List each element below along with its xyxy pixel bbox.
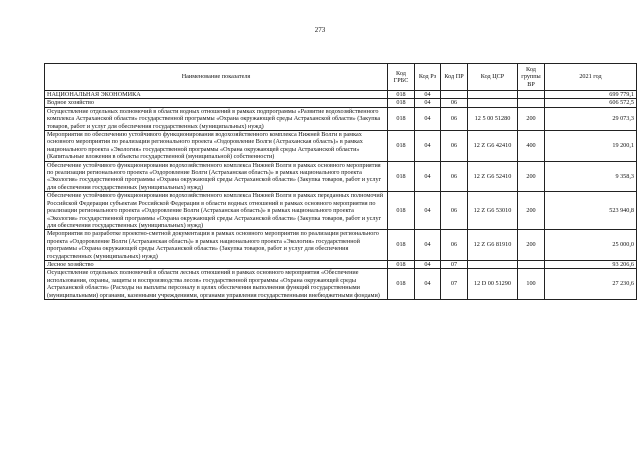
- header-pr: Код ПР: [441, 64, 468, 91]
- row-vr: 100: [518, 269, 545, 300]
- row-csr: [468, 99, 518, 107]
- table-row: [45, 260, 637, 268]
- row-name: НАЦИОНАЛЬНАЯ ЭКОНОМИКА: [45, 91, 388, 99]
- row-pr: 07: [441, 269, 468, 300]
- row-name: Обеспечение устойчивого функционирования водохозяйственного комплекса Нижней Волги в рамках основного мероприятия по реализации регионального проекта «Оздоровление Волги (Астраханская область)» в рамках национального проекта «Экология» государственной программы «Охрана окружающей среды Астраханской области» (Закупка товаров, работ и услуг для обеспечения государственных (муниципальных) нужд): [45, 161, 388, 192]
- table-row: [45, 107, 637, 130]
- header-year: 2021 год: [545, 64, 637, 91]
- row-pr: 06: [441, 131, 468, 162]
- table-row: [45, 131, 637, 162]
- row-grbs: 018: [388, 230, 415, 261]
- row-name: Обеспечение устойчивого функционирования водохозяйственного комплекса Нижней Волги в рамках переданных полномочий Российской Федерации субъектам Российской Федерации в области водных отношений в рамках основного мероприятия по реализации регионального проекта «Оздоровление Волги (Астраханская область)» в рамках национального проекта «Экология» государственной программы «Охрана окружающей среды Астраханской области» (Закупка товаров, работ и услуг для обеспечения государственных (муниципальных) нужд): [45, 192, 388, 230]
- row-name: Осуществление отдельных полномочий в области лесных отношений в рамках основного мероприятия «Обеспечение использования, охраны, защиты и воспроизводства лесов» государственной программы «Охрана окружающей среды Астраханской области» (Расходы на выплаты персоналу в целях обеспечения выполнения функций государственными (муниципальными) органами, казенными учреждениями, органами управления государственными внебюджетными фондами): [45, 269, 388, 300]
- row-name: Осуществление отдельных полномочий в области водных отношений в рамках подпрограммы «Развитие водохозяйственного комплекса Астраханской области» государственной программы «Охрана окружающей среды Астраханской области» (Закупка товаров, работ и услуг для обеспечения государственных (муниципальных) нужд): [45, 107, 388, 130]
- budget-table: [44, 63, 637, 300]
- row-amount: 9 358,3: [545, 161, 637, 192]
- row-amount: 29 073,3: [545, 107, 637, 130]
- row-csr: 12 Z G6 42410: [468, 131, 518, 162]
- row-pr: 06: [441, 99, 468, 107]
- row-pr: 06: [441, 230, 468, 261]
- row-grbs: 018: [388, 260, 415, 268]
- row-vr: 200: [518, 161, 545, 192]
- row-amount: 523 940,8: [545, 192, 637, 230]
- row-pr: 07: [441, 260, 468, 268]
- row-amount: 25 000,0: [545, 230, 637, 261]
- row-name: Мероприятия по разработке проектно-сметной документации в рамках основного мероприятия по реализации регионального проекта «Оздоровление Волги (Астраханская область)» в рамках национального проекта «Экология» государственной программы «Охрана окружающей среды Астраханской области» (Закупка товаров, работ и услуг для обеспечения государственных (муниципальных) нужд): [45, 230, 388, 261]
- row-vr: 200: [518, 192, 545, 230]
- row-rz: 04: [415, 260, 441, 268]
- row-vr: 400: [518, 131, 545, 162]
- row-rz: 04: [415, 230, 441, 261]
- row-pr: 06: [441, 107, 468, 130]
- row-rz: 04: [415, 91, 441, 99]
- row-rz: 04: [415, 269, 441, 300]
- row-amount: 19 200,1: [545, 131, 637, 162]
- header-name: Наименование показателя: [45, 64, 388, 91]
- row-grbs: 018: [388, 91, 415, 99]
- row-csr: 12 D 00 51290: [468, 269, 518, 300]
- row-vr: [518, 91, 545, 99]
- row-name: Лесное хозяйство: [45, 260, 388, 268]
- row-csr: [468, 260, 518, 268]
- row-rz: 04: [415, 99, 441, 107]
- row-grbs: 018: [388, 161, 415, 192]
- row-pr: 06: [441, 161, 468, 192]
- header-rz: Код Рз: [415, 64, 441, 91]
- row-csr: 12 Z G6 52410: [468, 161, 518, 192]
- page-number: 273: [314, 26, 326, 34]
- table-row: [45, 99, 637, 107]
- row-grbs: 018: [388, 99, 415, 107]
- row-name: Мероприятия по обеспечению устойчивого функционирования водохозяйственного комплекса Нижней Волги в рамках основного мероприятия по реализации регионального проекта «Оздоровление Волги (Астраханская область)» в рамках национального проекта «Экология» государственной программы «Охрана окружающей среды Астраханской области» (Капитальные вложения в объекты государственной (муниципальной) собственности): [45, 131, 388, 162]
- row-pr: 06: [441, 192, 468, 230]
- row-amount: 606 572,5: [545, 99, 637, 107]
- row-csr: 12 Z G6 53010: [468, 192, 518, 230]
- table-row: [45, 269, 637, 300]
- row-vr: [518, 260, 545, 268]
- header-vr: Код группы ВР: [518, 64, 545, 91]
- row-rz: 04: [415, 131, 441, 162]
- header-csr: Код ЦСР: [468, 64, 518, 91]
- row-grbs: 018: [388, 107, 415, 130]
- row-grbs: 018: [388, 269, 415, 300]
- row-vr: 200: [518, 107, 545, 130]
- row-name: Водное хозяйство: [45, 99, 388, 107]
- table-header-row: [45, 64, 637, 91]
- row-rz: 04: [415, 192, 441, 230]
- row-csr: 12 5 00 51280: [468, 107, 518, 130]
- table-row: [45, 192, 637, 230]
- row-rz: 04: [415, 161, 441, 192]
- row-amount: 699 779,1: [545, 91, 637, 99]
- row-vr: [518, 99, 545, 107]
- table-row: [45, 230, 637, 261]
- table-row: [45, 161, 637, 192]
- row-pr: [441, 91, 468, 99]
- row-grbs: 018: [388, 192, 415, 230]
- row-amount: 27 230,6: [545, 269, 637, 300]
- row-amount: 93 206,6: [545, 260, 637, 268]
- row-grbs: 018: [388, 131, 415, 162]
- row-csr: [468, 91, 518, 99]
- table-row: [45, 91, 637, 99]
- row-rz: 04: [415, 107, 441, 130]
- header-grbs: Код ГРБС: [388, 64, 415, 91]
- row-csr: 12 Z G6 81910: [468, 230, 518, 261]
- row-vr: 200: [518, 230, 545, 261]
